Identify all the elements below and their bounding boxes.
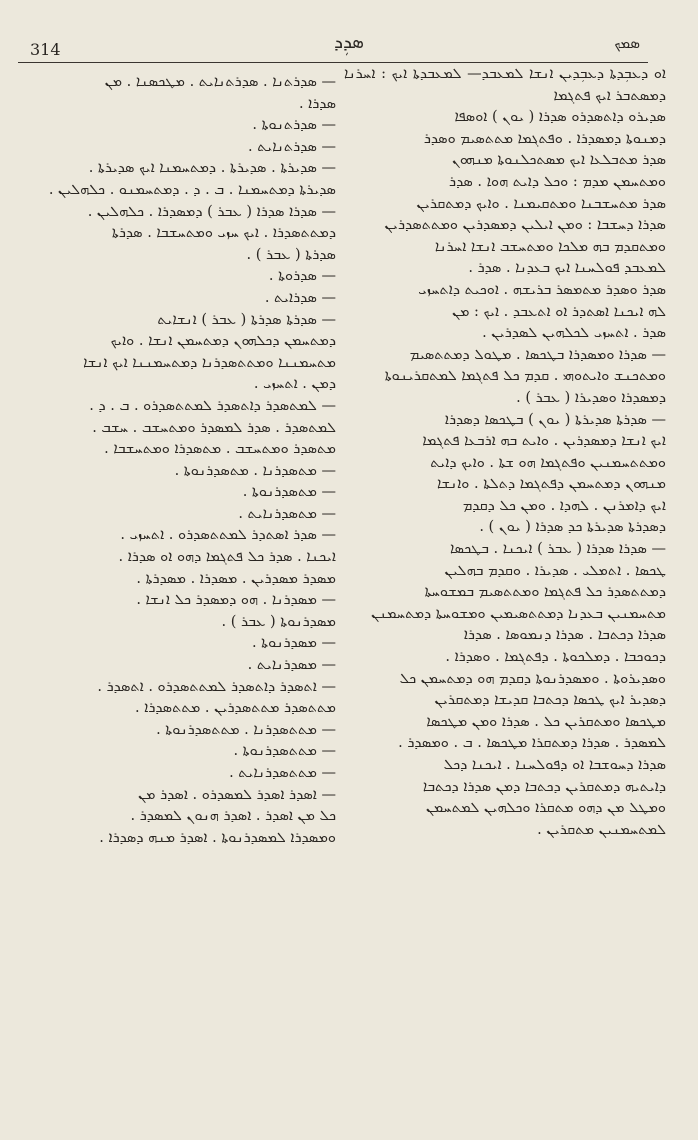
text-line: ܕܐܝܬܝܗ ܕܡܬܩܪܝܢ ܕܟܬܒܐ ܕܡܢ ܣܕܪܐ ܕܟܬܒܐ [422,778,666,795]
text-line: ܡܣܕܪܢܘܬܐ ( ܥܒܪ ) . [221,613,336,630]
text-line: — ܣܕܪܬܢܐܝܬ . [248,138,336,155]
text-line: ܕܡܬܚܡܢ ܕܟܠܗܘܢ ܕܡܬܚܡܢ ܐܢܫܐ . ܘܐܝܟ [110,333,336,350]
text-line: ܘܡܬܩܕܡ ܒܗ ܡܠܟܐ ܘܡܬܚܫܒ ܐܢܫܐ ܐܚܪܢܐ [434,238,666,255]
text-line: ܡܬܣܕܪ ܘܡܬܚܫܒ . ܡܬܣܕܪܐ ܘܡܬܚܫܒܐ . [104,441,336,458]
text-line: ܘܡܬܚܡܢ ܡܕܡ : ܘܟܠ ܕܐܝܬ ܗܘܐ . ܣܕܪ [449,173,666,190]
text-line: — ܡܬܬܣܕܪܢܐܝܬ . [229,765,336,781]
text-line: — ܣܕܪܐ ܘܡܣܕܪܐ ܒܛܟܣܐ . ܡܛܘܠ ܕܡܬܬܣܝܡ [409,346,666,363]
text-line: — ܡܣܕܪܢܐܝܬ . [247,657,336,674]
text-line: — ܣܕܪܐ ܣܕܪܐ ( ܥܒܪ ) ܕܡܣܕܪܐ . ܟܠܗܠܝܢ . [87,203,336,220]
text-line: ܕܡܬܬܣܕܪܐ . ܐܝܟ ܚܙܝ ܘܡܬܚܫܒܐ . ܣܕܪܬܐ [111,225,336,242]
text-line: — ܠܡܬܣܕܪ ܕܐܬܣܕܪ ܠܡܬܬܣܕܪܘ . ܒ . ܕ . [89,397,336,414]
text-line: — ܣܕܪܬܐ ܣܕܝܪܬܐ ( ܝܘܢ ) ܒܛܟܣܐ ܕܣܕܪܐ [444,411,666,428]
text-line: ܕܟܘܟܒܐ . ܕܡܠܟܘܬܐ . ܕܦܬܓܡܐ . ܘܣܕܪܐ . [445,649,666,666]
text-line: ܠܡܥܒܕ ܦܘܠܚܢܐ ܐܝܟ ܒܥܕܢܐ . ܣܕܪ . [468,260,666,277]
text-line: ܣܕܪ ܘܣܕܪ ܡܬܡܣܪ ܒܪܝܫܗ . ܐܘܟܝܬ ܕܐܬܚܙܝ [418,281,666,298]
text-line: — ܐܣܕܪ ܐܣܕܪ ܠܡܣܕܪܘ . ܐܣܕܪ ܡܢ [138,786,336,803]
text-line: ܕܣܕܝܪ ܐܝܟ ܛܟܣܐ ܕܟܬܒܐ ܩܕܝܫܐ ܕܡܬܩܪܝܢ [434,692,666,709]
text-line: — ܡܬܣܕܪܢܘܬܐ . [242,484,336,501]
text-line: — ܡܬܣܕܪܢܐܝܬ . [238,505,336,522]
text-line: ܡܬܚܡܢܢܐ ܘܡܬܬܣܕܪܢܐ ܕܡܬܚܡܢܢܐ ܐܝܟ ܐܢܫܐ [83,354,336,371]
text-line: — ܣܕܪܘܬܐ . [268,268,336,285]
text-line: — ܣܕܪܐ ܣܕܪܐ ( ܥܒܪ ) ܐܝܟܢܐ . ܒܛܟܣܐ [449,541,666,558]
text-line: ܐܝܟ ܕܐܡܪܢܢ . ܠܗܕܐ . ܘܡܢ ܟܠ ܕܩܕܡ [462,497,666,514]
guide-word: ܣܡܟ [614,34,640,52]
text-line: ܣܕܪ . ܐܬܚܙܝ ܠܟܠܗܝܢ ܠܣܕܪܝܢ . [482,325,666,342]
text-line: ܐܝܟܢܐ . ܣܕܪ ܟܠ ܦܬܓܡܐ ܕܗܘ ܐܘ ܣܕܪܐ . [118,549,336,566]
text-line: ܣܕܪܐ . [298,95,336,112]
text-line: ܣܕܪܐ ܕܚܘܫܒܐ ܐܘ ܕܦܘܠܚܢܐ . ܐܝܟܢܐ ܕܟܠ [443,757,666,773]
text-line: ܠܡܣܕܪ . ܣܕܪܐ ܕܡܬܩܪܐ ܡܛܟܣܐ . ܒ . ܘܡܣܕܪ . [398,735,666,752]
right-column [344,62,666,841]
text-line: ܛܟܣܐ . ܐܬܡܠܝ . ܣܕܝܪܐ . ܘܩܕܡ ܒܗܠܝܢ [444,562,666,579]
text-line: ܣܕܝܪܘ ܕܐܬܣܕܪܘ ܣܕܪܐ ( ܝܘܢ ) ܐܘܣܦܐ [454,109,666,126]
text-line: ܡܬܬܣܕܪ ܡܬܬܣܕܪܝܢ . ܡܬܬܣܕܪܐ . [135,700,336,717]
text-line: ܐܝܟ ܐܢܫܐ ܕܡܣܕܪܝܢ . ܘܐܝܬ ܒܗ ܐܪܒܥܐ ܦܬܓܡܐ [422,433,666,450]
text-line: — ܐܬܣܕܪ ܕܐܬܣܕܪ ܠܡܬܬܣܕܪܘ . ܐܬܣܕܪ . [97,678,336,695]
text-line: — ܣܕܪ ܐܣܬܕܪ ܠܡܬܬܣܕܪܘ . ܐܬܚܙܝ . [120,527,336,544]
page-header [0,22,698,59]
text-line: — ܡܣܕܪܢܐ . ܗܘ ܕܡܣܕܪ ܟܠ ܐܢܫܐ . [136,592,336,609]
text-line: ܘܡܬܬܚܡܢܝܢ ܘܦܬܓܡܐ ܗܘ ܫܬܐ . ܘܐܝܟ ܕܐܝܬ [430,454,666,471]
text-line: ܠܗ ܐܝܟܢܐ ܐܣܬܕܪ ܐܘ ܐܬܥܒܕ . ܐܝܟ : ܡܢ [452,303,666,320]
text-line: ܠܡܬܚܡܢܝܢ ܡܬܩܪܝܢ . [537,821,666,838]
text-line: ܘܡܣܕܪܐ ܠܡܣܕܪܢܘܬܐ . ܐܣܕܪ ܡܢܗ ܕܣܕܪܐ . [99,829,336,846]
text-line: ܕܡܬܬܣܕܪ ܟܠ ܦܬܓܡܐ ܘܡܬܬܣܝܡ ܒܡܫܘܚܬܐ [424,584,666,601]
page-number: 314 [30,40,61,59]
left-column [14,62,336,849]
text-line: ܠܡܬܣܕܪ . ܣܕܪ ܠܡܣܕܪ ܘܡܬܚܫܒ . ܚܫܒ . [92,419,336,436]
text-line: ܕܡܣܕܪܐ ܘܣܕܝܪܐ ( ܥܒܪ ) . [516,389,666,406]
text-line: ܣܕܪܐ ܕܟܬܒܐ . ܣܕܪܐ ܕܢܡܘܣܐ . ܣܕܪܐ [463,627,666,644]
text-line: — ܡܣܕܪܢܘܬܐ . [251,635,336,652]
text-line: ܡܢܗܘܢ ܕܡܬܚܡܢ ܕܦܬܓܡܐ ܕܬܠܬܐ . ܘܐܢܫܐ [436,476,666,493]
text-line: ܣܕܪ ܡܬܒܠܥܐ ܐܝܟ ܡܣܬܟܠܢܘܬܐ ܡܢܗܘܢ [451,152,666,169]
text-line: — ܡܬܬܣܕܪܢܘܬܐ . [233,743,336,760]
text-line: ܡܛܟܣܐ ܘܡܬܩܪܝܢ ܟܠ . ܣܕܪܐ ܘܡܢ ܡܛܟܣܐ [426,713,666,730]
text-line: — ܣܕܪܬܐ ܣܕܪܬܐ ( ܥܒܪ ) ܐܢܫܐܝܬ [157,311,336,328]
text-line: ܕܡܢ . ܐܬܚܙܝ . [253,376,336,393]
text-line: — ܣܕܪܬܢܐ . ܣܕܪܬܢܐܝܬ . ܡܛܟܣܢܐ . ܡܢ [104,74,336,90]
text-line: ܕܡܢܘܬܐ ܕܡܣܕܪܐ . ܘܦܬܓܡܐ ܡܬܬܣܝܡ ܘܣܕܪ [423,130,666,147]
text-line: ܐܘ ܕܥܒܼܕܬܐ ܕܥܒܼܕܝܢ ܐܢܫܐ ܠܡܥܒܕ— ܠܡܥܒܕܬܐ ܐܝܟ : ܐܚܪܢܐ ܕܡܣܬܒܪ ܐܝܟ ܦܬܓܡܐ [344,66,666,104]
text-line: ܡܬܚܡܢܝܢ ܒܥܕܢܐ ܕܡܬܬܣܝܡܝܢ ܘܡܫܘܚܬܐ ܕܡܬܚܡܢܢ [371,605,666,622]
running-head: ܣܕܼܕ [334,32,364,53]
text-line: ܘܡܬܟܢܫ ܘܐܝܬܘܗܝ . ܩܕܡ ܟܠ ܦܬܓܡܐ ܠܡܬܩܪܝܢܘܬܐ [384,368,666,385]
text-line: ܟܠ ܡܢ ܐܣܕܪ . ܐܣܕܪ ܗܢܘܢ ܠܡܣܕܪ . [130,808,336,825]
text-line: ܣܕܪܐ ܕܚܫܒܐ : ܘܡܢ ܐܝܠܝܢ ܕܡܣܕܪܝܢ ܘܡܬܬܣܕܪܝܢ [384,217,666,234]
text-line: — ܣܕܪܬܢܘܬܐ . [252,117,336,134]
text-line: — ܣܕܝܪܬܐ . ܣܕܝܪܬܐ . ܕܡܬܚܡܢܐ ܐܝܟ ܣܕܝܪܬܐ . [88,160,336,177]
text-line: ܘܡܛܠ ܡܢ ܕܗܘ ܡܬܩܪܐ ܘܟܠܗܝܢ ܠܡܬܚܡܢ [425,800,666,817]
text-line: ܣܕܝܪܬܐ ܕܡܬܚܡܢܐ . ܒ . ܕ . ܕܡܬܚܡܢܘ . ܟܠܗܠܝܢ . [48,181,336,198]
text-line: — ܡܬܣܕܪܢܐ . ܡܬܣܕܪܢܘܬܐ . [174,462,336,479]
text-line: ܘܣܕܝܪܘܬܐ . ܘܡܣܕܪܢܘܬܐ ܕܩܕܡ ܗܘ ܕܡܬܚܡܢ ܟܠ [399,670,666,687]
text-line: ܣܕܪ ܡܬܚܫܒܢܐ ܘܡܬܩܝܡܢܐ . ܘܐܝܟ ܕܡܬܩܪܝܢ [416,195,666,212]
text-line: — ܣܕܪܐܝܬ . [264,289,336,306]
text-line: — ܡܬܬܣܕܪܢܐ . ܡܬܬܣܕܪܢܘܬܐ . [156,721,336,738]
text-line: ܕܣܕܪܬܐ ܣܕܝܪܬܐ ܟܕ ܣܕܪܐ ( ܝܘܢ ) . [479,519,666,536]
text-line: ܣܕܪܬܐ ( ܥܒܪ ) . [246,246,336,263]
text-line: ܡܣܕܪ ܡܣܕܪܝܢ . ܡܣܕܪܐ . ܡܣܕܪܬܐ . [136,570,336,587]
